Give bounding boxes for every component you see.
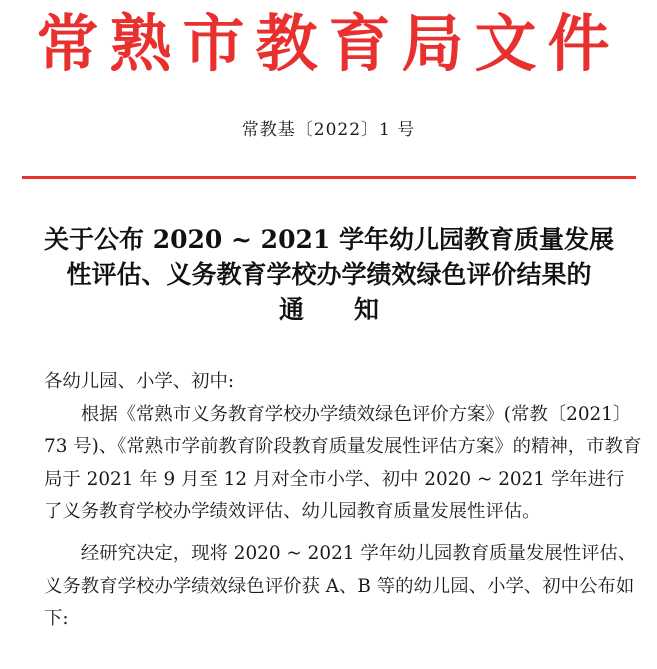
addressee-line: 各幼儿园、小学、初中: [44,371,235,392]
notice-body [44,366,642,636]
body-paragraph-2: 经研究决定，现将 2020 ~ 2021 学年幼儿园教育质量发展性评估、义务教育学校办学绩效绿色评价获 A、B 等的幼儿园、小学、初中公布如下: [44,542,637,630]
document-number: 常教基〔2022〕1 号 [241,120,416,140]
notice-title [22,222,636,327]
letterhead-divider [22,176,636,179]
body-paragraph-1: 根据《常熟市义务教育学校办学绩效绿色评价方案》(常教〔2021〕73 号)、《常熟市学前教育阶段教育质量发展性评估方案》的精神，市教育局于 2021 年 9 月至 12 月对全市小学、初中 2020 ~ 2021 学年进行了义务教育学校办学绩效评估、幼儿园教育质量发展性评估。 [44,403,642,523]
notice-title-line-1: 关于公布 2020 ~ 2021 学年幼儿园教育质量发展 [44,225,614,254]
notice-title-line-3: 通 知 [278,295,379,324]
letterhead-title: 常熟市教育局文件 [36,7,621,80]
notice-title-line-2: 性评估、义务教育学校办学绩效绿色评价结果的 [66,260,592,289]
